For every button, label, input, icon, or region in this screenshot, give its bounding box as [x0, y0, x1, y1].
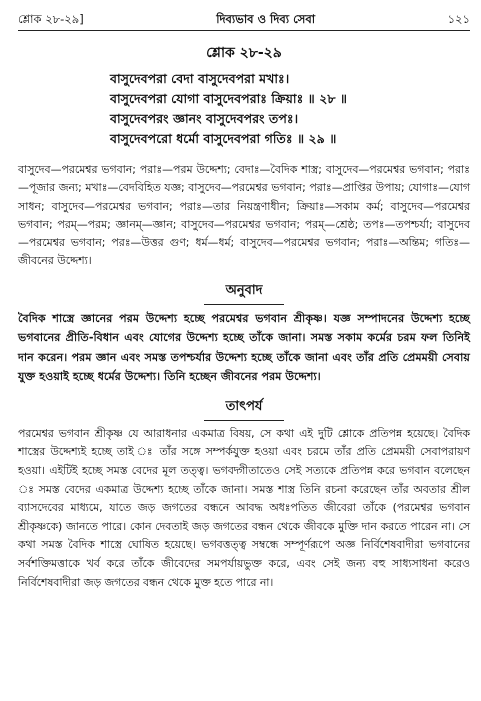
translation-heading-rule	[204, 304, 284, 305]
chapter-title: দিব্যভাব ও দিব্য সেবা	[216, 12, 316, 26]
header-rule	[18, 30, 470, 31]
translation-text: বৈদিক শাস্ত্রে জ্ঞানের পরম উদ্দেশ্য হচ্ছে পরমেশ্বর ভগবান শ্রীকৃষ্ণ। যজ্ঞ সম্পাদনের উদ্দেশ্য হচ্ছে ভগবানের প্রীতি-বিধান এবং যোগের উদ্দেশ্য হচ্ছে তাঁকে জানা। সমস্ত সকাম কর্মের চরম ফল তিনিই দান করেন। পরম জ্ঞান এবং সমস্ত তপশ্চর্যার উদ্দেশ্য হচ্ছে তাঁকে জানা এবং তাঁর প্রতি প্রেমময়ী সেবায় যুক্ত হওয়াই হচ্ছে ধর্মের উদ্দেশ্য। তিনি হচ্ছেন জীবনের পরম উদ্দেশ্য।	[18, 311, 470, 384]
verse-reference: শ্লোক ২৮-২৯]	[18, 12, 84, 26]
purport-heading: তাৎপর্য	[225, 398, 263, 414]
verse-line: বাসুদেবপরো ধর্মো বাসুদেবপরা গতিঃ ॥ ২৯ ॥	[110, 131, 337, 146]
sanskrit-verse	[18, 69, 470, 149]
word-meanings: বাসুদেব—পরমেশ্বর ভগবান; পরাঃ—পরম উদ্দেশ্য; বেদাঃ—বৈদিক শাস্ত্র; বাসুদেব—পরমেশ্বর ভগবান; পরাঃ—পূজার জন্য; মখাঃ—বেদবিহিত যজ্ঞ; বাসুদেব—পরমেশ্বর ভগবান; পরাঃ—প্রাপ্তির উপায়; যোগাঃ—যোগ সাধন; বাসুদেব—পরমেশ্বর ভগবান; পরাঃ—তার নিয়ন্ত্রণাধীন; ক্রিয়াঃ—সকাম কর্ম; বাসুদেব—পরমেশ্বর ভগবান; পরম্—পরম; জ্ঞানম্—জ্ঞান; বাসুদেব—পরমেশ্বর ভগবান; পরম্—শ্রেষ্ঠ; তপঃ—তপশ্চর্যা; বাসুদেব—পরমেশ্বর ভগবান; পরঃ—উত্তর গুণ; ধর্ম—ধর্ম; বাসুদেব—পরমেশ্বর ভগবান; পরাঃ—অন্তিম; গতিঃ—জীবনের উদ্দেশ্য।	[18, 163, 470, 268]
verse-title: শ্লোক ২৮-২৯	[206, 45, 282, 61]
running-header	[18, 10, 470, 28]
purport-text: পরমেশ্বর ভগবান শ্রীকৃষ্ণ যে আরাধনার একমাত্র বিষয়, সে কথা এই দুটি শ্লোকে প্রতিপন্ন হয়েছে। বৈদিক শাস্ত্রের উদ্দেশ্যই হচ্ছে তাই ঃ তাঁর সঙ্গে সম্পর্কযুক্ত হওয়া এবং চরমে তাঁর প্রতি প্রেমময়ী সেবাপরায়ণ হওয়া। এইটিই হচ্ছে সমস্ত বেদের মূল তত্ত্ব। ভগবদ্গীতাতেও সেই সত্যকে প্রতিপন্ন করে ভগবান বলেছেন ঃ সমস্ত বেদের একমাত্র উদ্দেশ্য হচ্ছে তাঁকে জানা। সমস্ত শাস্ত্র তিনি রচনা করেছেন তাঁর অবতার শ্রীল ব্যাসদেবের মাধ্যমে, যাতে জড় জগতের বন্ধনে আবদ্ধ অধঃপতিত জীবেরা তাঁকে (পরমেশ্বর ভগবান শ্রীকৃষ্ণকে) জানতে পারে। কোন দেবতাই জড় জগতের বন্ধন থেকে জীবকে মুক্তি দান করতে পারেন না। সে কথা সমস্ত বৈদিক শাস্ত্রে ঘোষিত হয়েছে। ভগবত্তত্ত্ব সম্বন্ধে সম্পূর্ণরূপে অজ্ঞ নির্বিশেষবাদীরা ভগবানের সর্বশক্তিমত্তাকে খর্ব করে তাঁকে জীবেদের সমপর্যায়ভুক্ত করে, এবং সেই জন্য বহু সাধ্যসাধনা করেও নির্বিশেষবাদীরা জড় জগতের বন্ধন থেকে মুক্ত হতে পারে না।	[18, 426, 470, 589]
verse-line: বাসুদেবপরং জ্ঞানং বাসুদেবপরং তপঃ।	[110, 111, 299, 126]
page-number: ১২১	[447, 12, 470, 26]
verse-line: বাসুদেবপরা বেদা বাসুদেবপরা মখাঃ।	[110, 71, 290, 86]
purport-heading-rule	[204, 420, 284, 421]
verse-line: বাসুদেবপরা যোগা বাসুদেবপরাঃ ক্রিয়াঃ ॥ ২৮ ॥	[110, 91, 348, 106]
book-page	[18, 10, 470, 592]
translation-heading: অনুবাদ	[225, 282, 263, 298]
